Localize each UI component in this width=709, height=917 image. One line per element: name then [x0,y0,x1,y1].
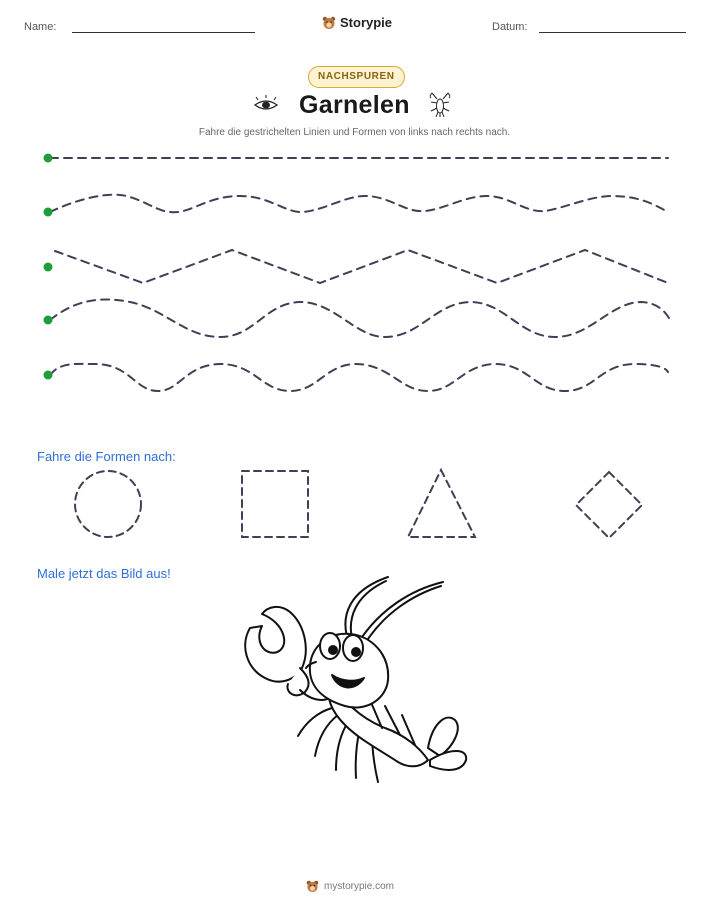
footer [306,880,394,893]
shapes-heading: Fahre die Formen nach: [37,449,176,464]
name-label: Name: [24,21,57,33]
page-title: Garnelen [299,91,410,119]
footer-site[interactable]: mystorypie.com [324,881,395,892]
storypie-bear-icon [306,880,319,893]
coloring-heading: Male jetzt das Bild aus! [37,566,171,581]
brand-name: Storypie [340,15,393,30]
badge: NACHSPUREN [308,66,405,88]
instruction-text: Fahre die gestrichelten Linien und Formen von links nach rechts nach. [198,127,511,138]
date-label: Datum: [492,21,528,33]
